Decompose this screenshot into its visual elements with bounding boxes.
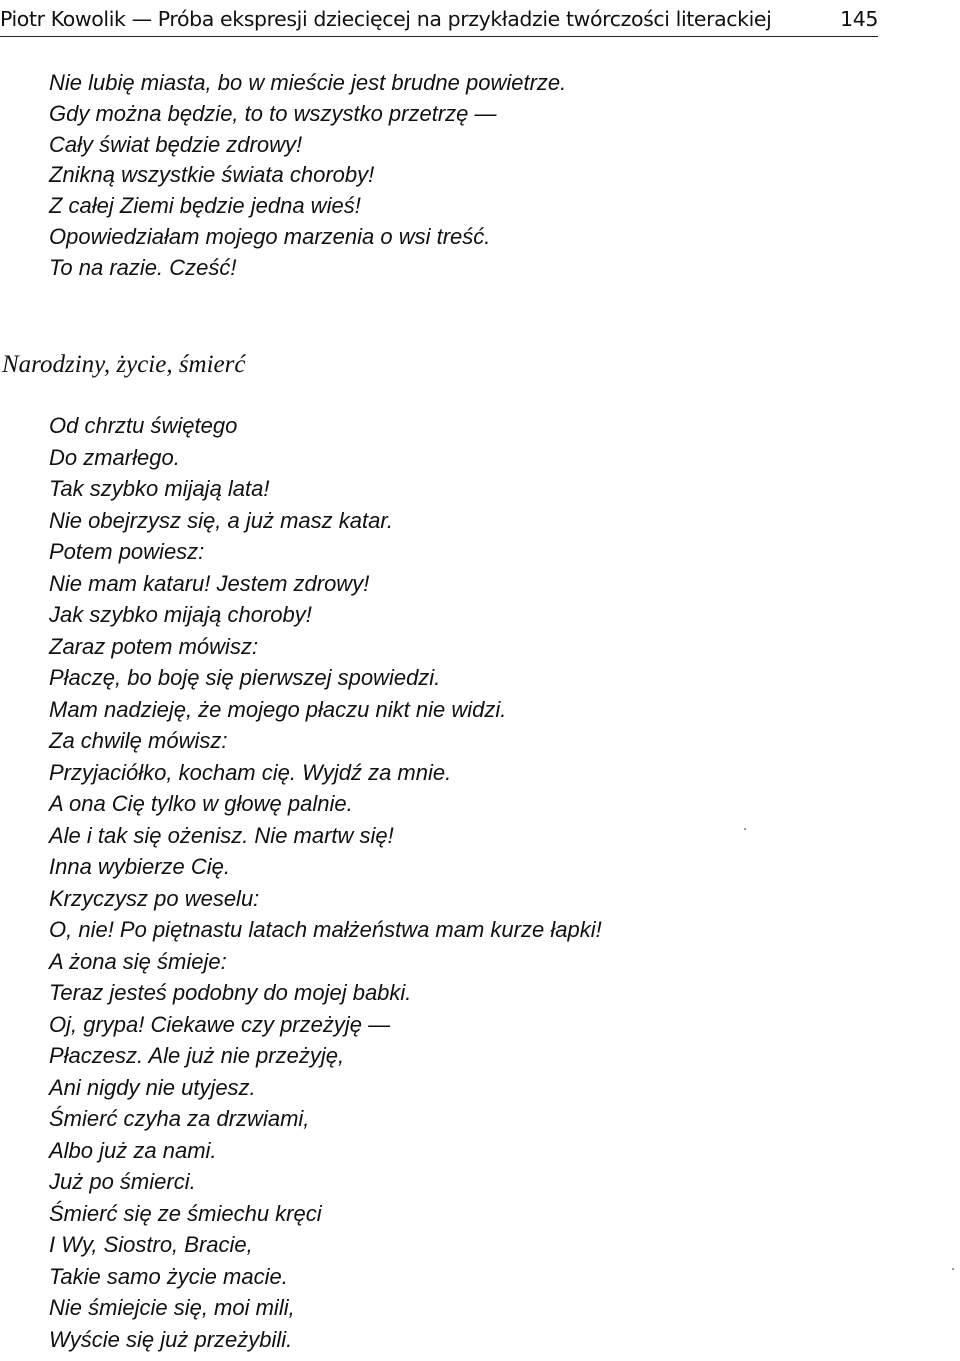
- poem-line: Tak szybko mijają lata!: [49, 476, 270, 501]
- poem-line: To na razie. Cześć!: [49, 254, 237, 280]
- page-number: 145: [840, 7, 878, 31]
- poem-stanza-2: [49, 410, 602, 1355]
- poem-line: Krzyczysz po weselu:: [49, 885, 260, 911]
- poem-line: Takie samo życie macie.: [49, 1263, 288, 1289]
- poem-line: Teraz jesteś podobny do mojej babki.: [49, 980, 412, 1005]
- poem-line: O, nie! Po piętnastu latach małżeństwa mam kurze łapki!: [49, 917, 602, 942]
- scan-speck: [744, 828, 746, 830]
- poem-line: Za chwilę mówisz:: [49, 728, 228, 753]
- scan-speck: [952, 1268, 954, 1270]
- poem-line: A ona Cię tylko w głowę palnie.: [49, 791, 353, 816]
- poem-line: Nie lubię miasta, bo w mieście jest brudne powietrze.: [49, 70, 567, 95]
- poem-line: Nie obejrzysz się, a już masz katar.: [49, 507, 393, 533]
- poem-line: I Wy, Siostro, Bracie,: [49, 1232, 253, 1257]
- poem-line: Nie śmiejcie się, moi mili,: [49, 1295, 295, 1320]
- poem-line: Albo już za nami.: [49, 1137, 217, 1163]
- poem-line: Śmierć czyha za drzwiami,: [49, 1106, 310, 1131]
- poem-line: Już po śmierci.: [49, 1169, 196, 1194]
- poem-line: Z całej Ziemi będzie jedna wieś!: [49, 193, 361, 219]
- poem-line: Zaraz potem mówisz:: [49, 633, 259, 659]
- poem-line: Do zmarłego.: [49, 444, 180, 470]
- poem-line: Ale i tak się ożenisz. Nie martw się!: [49, 822, 394, 848]
- poem-line: Płaczesz. Ale już nie przeżyję,: [49, 1043, 345, 1068]
- poem-line: Wyście się już przeżybili.: [49, 1326, 293, 1352]
- poem-line: A żona się śmieje:: [49, 948, 227, 974]
- running-title: Piotr Kowolik — Próba ekspresji dziecięcej na przykładzie twórczości literackiej: [0, 7, 772, 31]
- poem-line: Jak szybko mijają choroby!: [49, 602, 312, 627]
- poem-line: Ani nigdy nie utyjesz.: [49, 1074, 256, 1100]
- header-rule: [0, 36, 878, 37]
- section-heading: Narodziny, życie, śmierć: [2, 351, 246, 378]
- poem-line: Płaczę, bo boję się pierwszej spowiedzi.: [49, 665, 441, 690]
- poem-line: Gdy można będzie, to to wszystko przetrzę —: [49, 100, 497, 126]
- poem-line: Przyjaciółko, kocham cię. Wyjdź za mnie.: [49, 759, 452, 785]
- running-head: [0, 2, 878, 36]
- poem-line: Mam nadzieję, że mojego płaczu nikt nie widzi.: [49, 696, 507, 722]
- poem-line: Śmierć się ze śmiechu kręci: [49, 1200, 322, 1226]
- poem-line: Od chrztu świętego: [49, 413, 238, 438]
- poem-line: Znikną wszystkie świata choroby!: [49, 162, 375, 188]
- poem-line: Cały świat będzie zdrowy!: [49, 131, 303, 157]
- poem-stanza-1: [49, 68, 566, 284]
- poem-line: Potem powiesz:: [49, 539, 205, 564]
- poem-line: Opowiedziałam mojego marzenia o wsi treść.: [49, 223, 491, 249]
- poem-line: Oj, grypa! Ciekawe czy przeżyję —: [49, 1011, 391, 1037]
- poem-line: Inna wybierze Cię.: [49, 854, 230, 879]
- poem-line: Nie mam kataru! Jestem zdrowy!: [49, 570, 370, 596]
